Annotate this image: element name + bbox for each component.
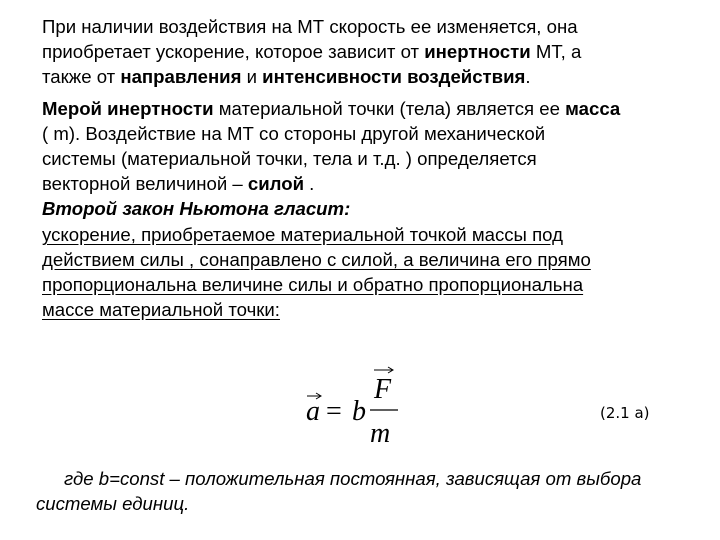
formula-newton bbox=[300, 366, 420, 456]
term-force: силой bbox=[247, 173, 305, 194]
formula-coef: b bbox=[352, 396, 366, 427]
paragraph-mass bbox=[42, 96, 720, 196]
note-constant bbox=[36, 466, 706, 516]
term-intensity: интенсивности воздействия bbox=[262, 66, 526, 87]
text-line: где b=const – положительная постоянная, зависящая от выбора bbox=[64, 468, 642, 489]
formula-lhs: a bbox=[306, 396, 320, 427]
text-line: массе материальной точки: bbox=[42, 299, 280, 320]
text-line: ( m). Воздействие на МТ со стороны другой механической bbox=[42, 123, 546, 144]
formula-numerator: F bbox=[374, 374, 392, 405]
text-line: пропорциональна величине силы и обратно пропорциональна bbox=[42, 274, 584, 295]
term-inertia: инертности bbox=[424, 41, 531, 62]
text-line: системы единиц. bbox=[36, 493, 190, 514]
formula-equals: = bbox=[326, 396, 342, 427]
formula-denominator: m bbox=[370, 418, 391, 449]
equation-number: (2.1 а) bbox=[600, 404, 650, 422]
text-line: При наличии воздействия на МТ скорость ее изменяется, она bbox=[42, 16, 578, 37]
text-line: также от направления и интенсивности воздействия. bbox=[42, 66, 531, 87]
text-line: ускорение, приобретаемое материальной точкой массы под bbox=[42, 224, 563, 245]
term-measure-inertia: Мерой инертности bbox=[42, 98, 214, 119]
text-line: приобретает ускорение, которое зависит от инертности МТ, а bbox=[42, 41, 582, 62]
text-line: векторной величиной – силой . bbox=[42, 173, 315, 194]
text-line: системы (материальной точки, тела и т.д. ) определяется bbox=[42, 148, 537, 169]
paragraph-inertia bbox=[42, 14, 720, 89]
law-title bbox=[42, 196, 720, 221]
text-line: действием силы , сонаправлено с силой, а величина его прямо bbox=[42, 249, 591, 270]
heading-second-law: Второй закон Ньютона гласит: bbox=[42, 198, 351, 219]
text-line: Мерой инертности материальной точки (тела) является ее масса bbox=[42, 98, 621, 119]
term-direction: направления bbox=[120, 66, 242, 87]
term-mass: масса bbox=[565, 98, 621, 119]
paragraph-law-statement bbox=[42, 222, 720, 322]
